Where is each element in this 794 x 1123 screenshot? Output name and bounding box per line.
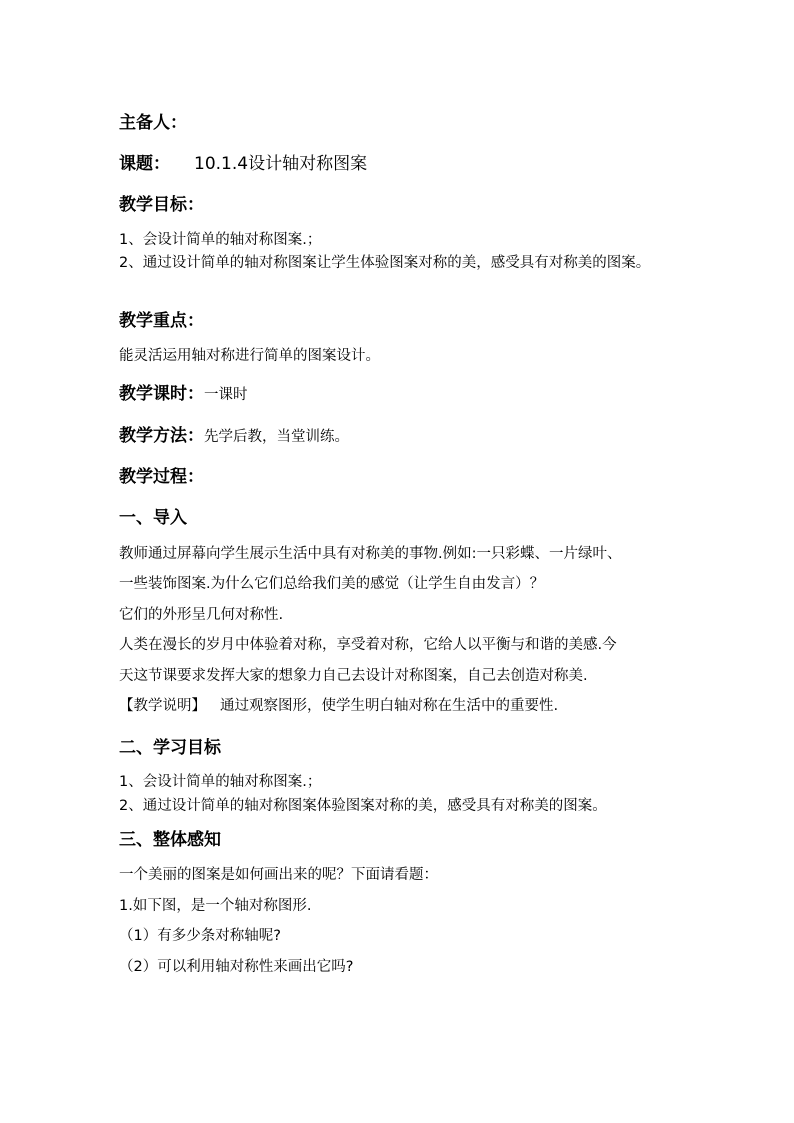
method-line xyxy=(119,421,349,446)
section3-heading: 三、整体感知 xyxy=(119,830,221,850)
objective-item-1: 1、会设计简单的轴对称图案.； xyxy=(119,232,322,248)
objectives-heading: 教学目标： xyxy=(119,195,204,215)
objective-item-2: 2、通过设计简单的轴对称图案让学生体验图案对称的美，感受具有对称美的图案。 xyxy=(119,255,651,271)
key-points-heading: 教学重点： xyxy=(119,311,204,331)
section2-item-2: 2、通过设计简单的轴对称图案体验图案对称的美，感受具有对称美的图案。 xyxy=(119,798,607,814)
section1-p1-line2: 一些装饰图案.为什么它们总给我们美的感觉（让学生自由发言）？ xyxy=(119,576,545,592)
topic-value: 10.1.4设计轴对称图案 xyxy=(194,154,368,174)
section1-heading: 一、导入 xyxy=(119,508,187,528)
section3-question-1-sub2: （2）可以利用轴对称性来画出它吗? xyxy=(119,959,354,975)
section1-p2: 它们的外形呈几何对称性. xyxy=(119,607,284,623)
hours-value: 一课时 xyxy=(204,387,248,403)
hours-line xyxy=(119,379,248,404)
key-points-text: 能灵活运用轴对称进行简单的图案设计。 xyxy=(119,348,380,364)
teaching-note xyxy=(119,694,558,715)
topic-line xyxy=(119,149,367,174)
teaching-note-label: 【教学说明】 xyxy=(119,698,206,714)
section1-p3-line1: 人类在漫长的岁月中体验着对称，享受着对称，它给人以平衡与和谐的美感.今 xyxy=(119,637,617,653)
section3-intro: 一个美丽的图案是如何画出来的呢？下面请看题： xyxy=(119,867,438,883)
process-heading: 教学过程： xyxy=(119,467,204,487)
section2-heading: 二、学习目标 xyxy=(119,738,221,758)
method-value: 先学后教，当堂训练。 xyxy=(204,429,349,445)
section3-question-1: 1.如下图，是一个轴对称图形. xyxy=(119,898,312,914)
preparer-label: 主备人： xyxy=(119,113,187,133)
section3-question-1-sub1: （1）有多少条对称轴呢? xyxy=(119,928,281,944)
section2-item-1: 1、会设计简单的轴对称图案.； xyxy=(119,774,322,790)
section1-p1-line1: 教师通过屏幕向学生展示生活中具有对称美的事物.例如:一只彩蝶、一片绿叶、 xyxy=(119,546,622,562)
section1-p3-line2: 天这节课要求发挥大家的想象力自己去设计对称图案，自己去创造对称美. xyxy=(119,668,588,684)
method-label: 教学方法： xyxy=(119,426,204,446)
hours-label: 教学课时： xyxy=(119,384,204,404)
topic-label: 课题： xyxy=(119,154,170,174)
teaching-note-text: 通过观察图形，使学生明白轴对称在生活中的重要性. xyxy=(220,698,559,714)
